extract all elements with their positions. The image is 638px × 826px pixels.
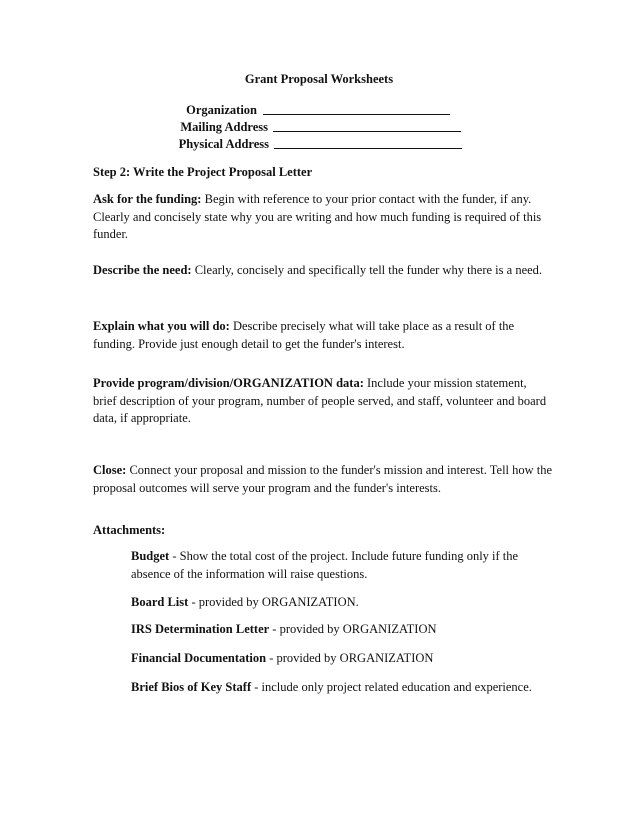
attachment-financial-docs: [131, 650, 551, 668]
mailing-address-row: [0, 119, 638, 136]
document-title: Grant Proposal Worksheets: [244, 72, 394, 86]
attachment-text: - provided by ORGANIZATION: [266, 651, 434, 665]
section-heading: Provide program/division/ORGANIZATION data:: [93, 376, 364, 390]
attachment-name: IRS Determination Letter: [131, 622, 270, 636]
physical-address-row: [0, 136, 638, 153]
organization-row: [0, 102, 638, 119]
section-text: Clearly, concisely and specifically tell the funder why there is a need.: [191, 263, 543, 277]
section-explain-plan: [93, 318, 553, 353]
organization-field[interactable]: [263, 102, 450, 115]
section-heading: Describe the need:: [93, 263, 192, 277]
section-close: [93, 462, 553, 497]
attachment-text: - Show the total cost of the project. Include future funding only if the absence of the information will raise questions.: [131, 549, 519, 581]
attachment-text: - include only project related education and experience.: [251, 680, 532, 694]
section-text: Include your mission statement, brief description of your program, number of people served, and staff, volunteer and board data, if appropriate.: [93, 376, 547, 425]
attachment-irs-letter: [131, 621, 551, 639]
section-text: Begin with reference to your prior contact with the funder, if any. Clearly and concisely state why you are writing and how much funding is required of this funder.: [93, 192, 542, 241]
mailing-address-label: Mailing Address: [180, 120, 268, 134]
attachment-name: Board List: [131, 595, 189, 609]
attachment-budget: [131, 548, 551, 583]
attachment-name: Financial Documentation: [131, 651, 267, 665]
section-heading: Explain what you will do:: [93, 319, 230, 333]
attachment-staff-bios: [131, 679, 551, 697]
step-heading: Step 2: Write the Project Proposal Letter: [93, 165, 313, 179]
section-ask-funding: [93, 191, 553, 244]
section-text: Describe precisely what will take place as a result of the funding. Provide just enough detail to get the funder's interest.: [93, 319, 515, 351]
section-heading: Ask for the funding:: [93, 192, 202, 206]
physical-address-field[interactable]: [274, 136, 462, 149]
section-heading: Close:: [93, 463, 127, 477]
section-text: Connect your proposal and mission to the funder's mission and interest. Tell how the proposal outcomes will serve your program and the funder's interests.: [93, 463, 553, 495]
section-program-data: [93, 375, 553, 428]
mailing-address-field[interactable]: [273, 119, 461, 132]
physical-address-label: Physical Address: [178, 137, 269, 151]
organization-label: Organization: [186, 103, 257, 117]
attachment-text: - provided by ORGANIZATION: [269, 622, 437, 636]
attachment-board-list: [131, 594, 551, 612]
section-describe-need: [93, 262, 553, 280]
attachment-name: Budget: [131, 549, 170, 563]
attachment-text: - provided by ORGANIZATION.: [188, 595, 359, 609]
attachment-name: Brief Bios of Key Staff: [131, 680, 252, 694]
attachments-heading: Attachments:: [93, 523, 166, 537]
